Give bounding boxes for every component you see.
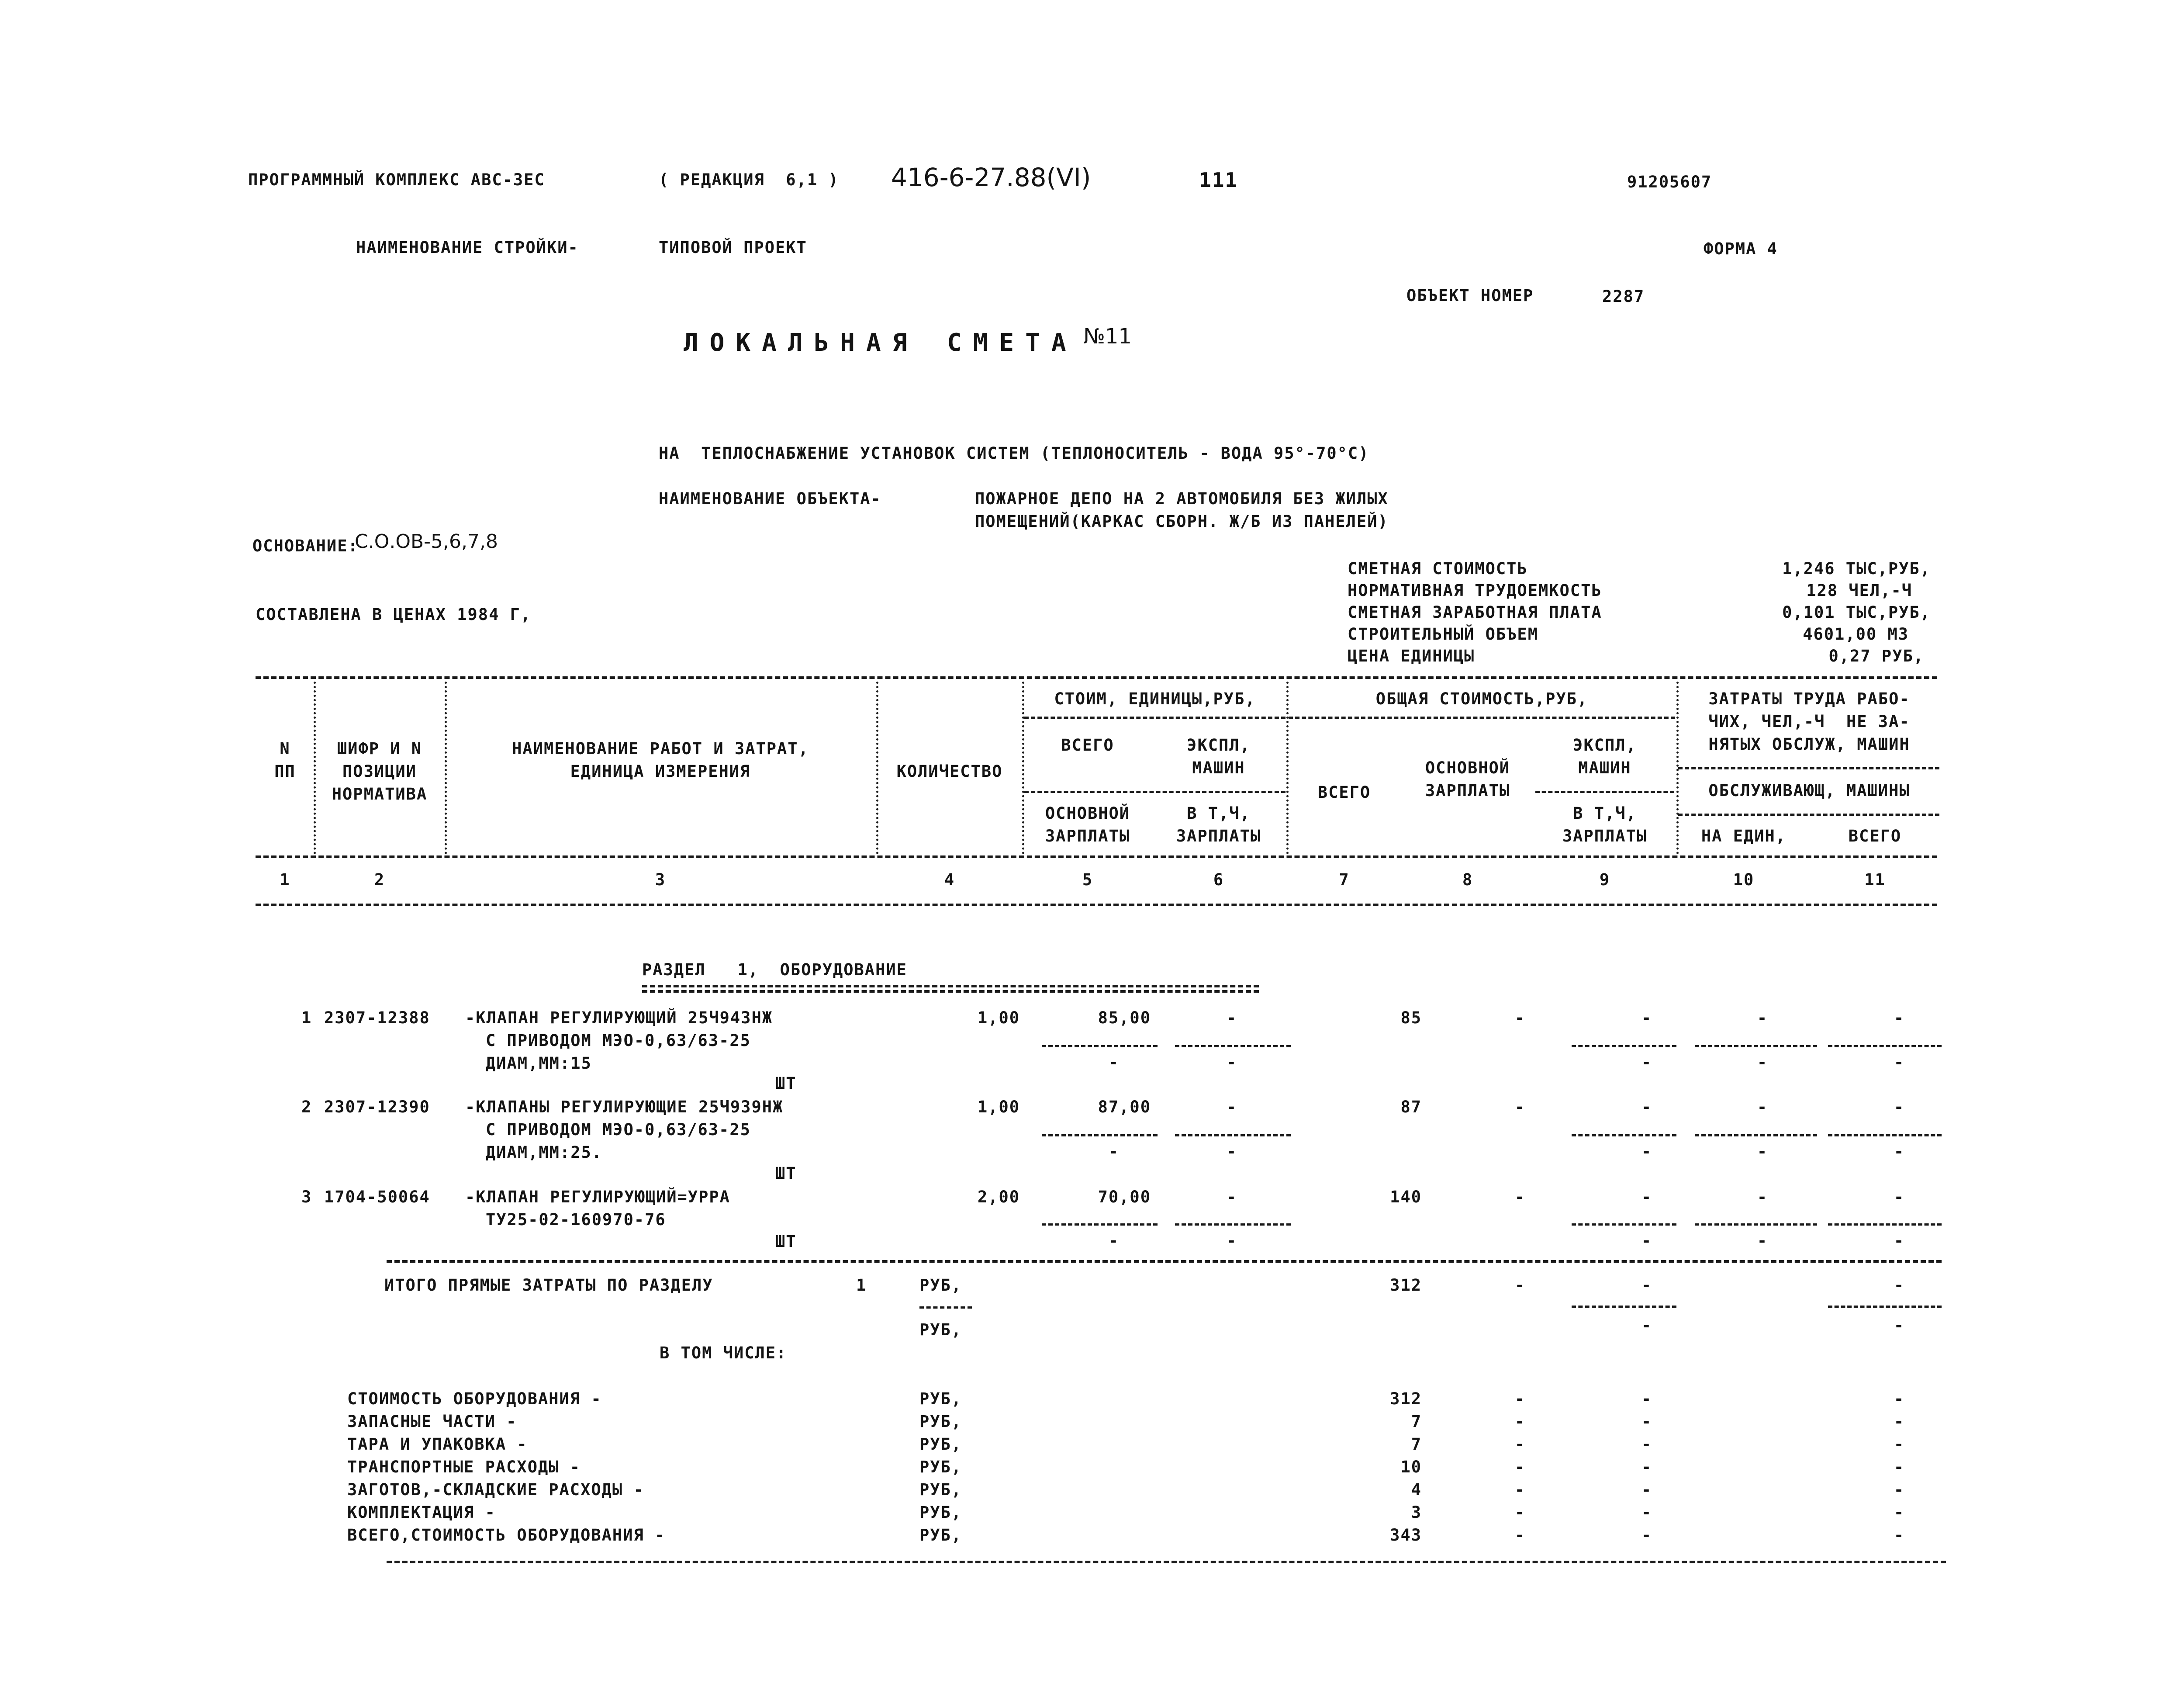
form-label: ФОРМА 4 [1704, 239, 1778, 258]
construction-value: ТИПОВОЙ ПРОЕКТ [659, 238, 807, 257]
object-name-line2: ПОМЕЩЕНИЙ(КАРКАС СБОРН. Ж/Б ИЗ ПАНЕЛЕЙ) [975, 512, 1389, 531]
item-rule [1828, 1134, 1942, 1136]
breakdown-unit: РУБ, [919, 1480, 962, 1499]
project-code: 416-6-27.88(VI) [891, 163, 1091, 192]
item-labor-total: - [1894, 1188, 1905, 1206]
summary-label: СМЕТНАЯ ЗАРАБОТНАЯ ПЛАТА [1348, 603, 1602, 622]
header-bottom-rule [256, 855, 1937, 858]
header-col-number: N ПП [274, 739, 296, 781]
sheet-number: 111 [1199, 168, 1238, 192]
including-label: В ТОМ ЧИСЛЕ: [660, 1344, 787, 1362]
item-machines: - [1641, 1098, 1652, 1116]
breakdown-label: СТОИМОСТЬ ОБОРУДОВАНИЯ - [347, 1389, 602, 1408]
item-code: 2307-12390 [324, 1098, 430, 1116]
breakdown-dash: - [1641, 1526, 1652, 1545]
column-number: 6 [1213, 870, 1224, 889]
header-unit-total: ВСЕГО [1061, 736, 1114, 755]
breakdown-dash: - [1641, 1435, 1652, 1454]
breakdown-dash: - [1514, 1458, 1526, 1476]
item-unit-machines: - [1226, 1008, 1237, 1027]
header-total-incl-salary: В Т,Ч, ЗАРПЛАТЫ [1562, 804, 1648, 845]
column-number: 8 [1462, 870, 1473, 889]
item-dash: - [1108, 1142, 1120, 1161]
direct-costs-unit-rule [919, 1306, 972, 1309]
table-top-rule [256, 676, 1937, 679]
basis-value: С.О.ОВ-5,6,7,8 [355, 530, 498, 553]
item-dash: - [1641, 1053, 1652, 1072]
direct-costs-dash: - [1641, 1316, 1652, 1335]
document-title-smeta: СМЕТА [947, 329, 1078, 357]
item-name-line2: С ПРИВОДОМ МЭО-0,63/63-25 [486, 1031, 751, 1050]
breakdown-dash: - [1894, 1503, 1905, 1522]
item-labor-unit: - [1757, 1008, 1768, 1027]
column-number: 10 [1733, 870, 1755, 889]
item-machines: - [1641, 1188, 1652, 1206]
item-base-salary: - [1514, 1008, 1526, 1027]
breakdown-value: 4 [1411, 1480, 1422, 1499]
header-unit-incl-salary: В Т,Ч, ЗАРПЛАТЫ [1176, 804, 1261, 845]
item-base-salary: - [1514, 1098, 1526, 1116]
item-number: 3 [301, 1188, 312, 1206]
breakdown-label: ЗАПАСНЫЕ ЧАСТИ - [347, 1412, 517, 1431]
summary-value: 4601,00 МЗ [1803, 625, 1909, 644]
item-rule [1695, 1045, 1817, 1047]
breakdown-dash: - [1641, 1503, 1652, 1522]
item-unit-machines: - [1226, 1098, 1237, 1116]
item-labor-total: - [1894, 1008, 1905, 1027]
item-total: 140 [1390, 1188, 1422, 1206]
item-name: -КЛАПАН РЕГУЛИРУЮЩИЙ 25Ч943НЖ [465, 1008, 773, 1027]
item-dash: - [1757, 1142, 1768, 1161]
document-number: 91205607 [1627, 173, 1712, 191]
item-rule [1042, 1134, 1158, 1136]
breakdown-dash: - [1514, 1389, 1526, 1408]
item-dash: - [1108, 1231, 1120, 1250]
breakdown-value: 3 [1411, 1503, 1422, 1522]
breakdown-dash: - [1641, 1412, 1652, 1431]
header-labor: ЗАТРАТЫ ТРУДА РАБО- ЧИХ, ЧЕЛ,-Ч НЕ ЗА- НЯТЫХ ОБСЛУЖ, МАШИН [1708, 689, 1910, 754]
item-dash: - [1226, 1231, 1237, 1250]
item-name: -КЛАПАНЫ РЕГУЛИРУЮЩИЕ 25Ч939НЖ [465, 1098, 784, 1116]
header-total-machines: ЭКСПЛ, МАШИН [1573, 736, 1637, 777]
breakdown-dash: - [1894, 1480, 1905, 1499]
smeta-number: №11 [1083, 324, 1132, 349]
breakdown-unit: РУБ, [919, 1412, 962, 1431]
column-number: 4 [944, 870, 955, 889]
summary-value: 0,27 РУБ, [1828, 647, 1924, 665]
breakdown-unit: РУБ, [919, 1526, 962, 1545]
item-name-line3: ДИАМ,ММ:25. [486, 1143, 603, 1162]
item-rule [1572, 1134, 1676, 1136]
item-rule [1175, 1223, 1291, 1226]
breakdown-dash: - [1641, 1480, 1652, 1499]
summary-label: НОРМАТИВНАЯ ТРУДОЕМКОСТЬ [1348, 581, 1602, 600]
column-number: 5 [1082, 870, 1093, 889]
breakdown-label: ТРАНСПОРТНЫЕ РАСХОДЫ - [347, 1458, 581, 1476]
header-unit-cost: СТОИМ, ЕДИНИЦЫ,РУБ, [1054, 689, 1256, 708]
direct-costs-rule [1572, 1306, 1676, 1308]
item-rule [1828, 1045, 1942, 1047]
column-number: 2 [374, 870, 385, 889]
item-total: 87 [1400, 1098, 1422, 1116]
item-code: 2307-12388 [324, 1008, 430, 1027]
item-quantity: 1,00 [977, 1008, 1020, 1027]
header-labor-per-unit: НА ЕДИН, [1701, 827, 1787, 845]
header-col-name: НАИМЕНОВАНИЕ РАБОТ И ЗАТРАТ, ЕДИНИЦА ИЗМЕРЕНИЯ [512, 739, 809, 781]
header-labor-total: ВСЕГО [1848, 827, 1902, 845]
item-unit: ШТ [775, 1232, 797, 1251]
direct-costs-unit2: РУБ, [919, 1320, 962, 1339]
price-level: СОСТАВЛЕНА В ЦЕНАХ 1984 Г, [256, 605, 532, 624]
breakdown-dash: - [1641, 1458, 1652, 1476]
summary-label: СМЕТНАЯ СТОИМОСТЬ [1348, 559, 1528, 578]
item-dash: - [1226, 1142, 1237, 1161]
item-unit: ШТ [775, 1164, 797, 1183]
breakdown-unit: РУБ, [919, 1503, 962, 1522]
item-rule [1695, 1134, 1817, 1136]
direct-costs-dash: - [1894, 1276, 1905, 1295]
breakdown-dash: - [1514, 1503, 1526, 1522]
summary-value: 1,246 ТЫС,РУБ, [1782, 559, 1931, 578]
breakdown-dash: - [1894, 1435, 1905, 1454]
item-quantity: 2,00 [977, 1188, 1020, 1206]
summary-label: СТРОИТЕЛЬНЫЙ ОБЪЕМ [1348, 625, 1538, 644]
item-base-salary: - [1514, 1188, 1526, 1206]
item-dash: - [1894, 1231, 1905, 1250]
header-col-quantity: КОЛИЧЕСТВО [896, 762, 1003, 781]
column-number: 11 [1864, 870, 1886, 889]
document-title: ЛОКАЛЬНАЯ [684, 329, 919, 357]
item-name-line2: С ПРИВОДОМ МЭО-0,63/63-25 [486, 1120, 751, 1139]
direct-costs-dash: - [1894, 1316, 1905, 1335]
item-rule [1828, 1223, 1942, 1226]
breakdown-dash: - [1514, 1526, 1526, 1545]
program-name: ПРОГРАММНЫЙ КОМПЛЕКС АВС-ЗЕС [248, 170, 545, 189]
item-dash: - [1894, 1142, 1905, 1161]
breakdown-value: 312 [1390, 1389, 1422, 1408]
breakdown-dash: - [1894, 1458, 1905, 1476]
item-total: 85 [1400, 1008, 1422, 1027]
breakdown-dash: - [1514, 1480, 1526, 1499]
breakdown-dash: - [1514, 1412, 1526, 1431]
column-number: 9 [1599, 870, 1610, 889]
direct-costs-unit: РУБ, [919, 1276, 962, 1295]
column-number: 3 [655, 870, 666, 889]
direct-costs-dash: - [1514, 1276, 1526, 1295]
header-total-all: ВСЕГО [1317, 783, 1371, 802]
item-dash: - [1641, 1231, 1652, 1250]
breakdown-label: ТАРА И УПАКОВКА - [347, 1435, 528, 1454]
item-unit: ШТ [775, 1074, 797, 1093]
object-number: 2287 [1602, 287, 1645, 306]
section-title: РАЗДЕЛ 1, ОБОРУДОВАНИЕ [642, 960, 907, 979]
section-title-underline [642, 985, 1259, 993]
breakdown-dash: - [1894, 1412, 1905, 1431]
breakdown-unit: РУБ, [919, 1389, 962, 1408]
summary-value: 128 ЧЕЛ,-Ч [1806, 581, 1912, 600]
item-unit-price: 70,00 [1098, 1188, 1151, 1206]
item-labor-unit: - [1757, 1188, 1768, 1206]
breakdown-dash: - [1514, 1435, 1526, 1454]
item-number: 2 [301, 1098, 312, 1116]
header-total-cost: ОБЩАЯ СТОИМОСТЬ,РУБ, [1375, 689, 1588, 708]
breakdown-value: 7 [1411, 1412, 1422, 1431]
item-rule [1042, 1223, 1158, 1226]
item-labor-total: - [1894, 1098, 1905, 1116]
direct-costs-label: ИТОГО ПРЯМЫЕ ЗАТРАТЫ ПО РАЗДЕЛУ [384, 1276, 713, 1295]
item-rule [1042, 1045, 1158, 1047]
item-name-line2: ТУ25-02-160970-76 [486, 1210, 666, 1229]
breakdown-value: 7 [1411, 1435, 1422, 1454]
table-bottom-rule [387, 1561, 1946, 1563]
breakdown-label: ЗАГОТОВ,-СКЛАДСКИЕ РАСХОДЫ - [347, 1480, 644, 1499]
item-name: -КЛАПАН РЕГУЛИРУЮЩИЙ=УРРА [465, 1188, 730, 1206]
item-name-line3: ДИАМ,ММ:15 [486, 1054, 592, 1073]
item-dash: - [1108, 1053, 1120, 1072]
header-unit-machines: ЭКСПЛ, МАШИН [1187, 736, 1251, 777]
header-rule [1289, 717, 1675, 719]
edition: ( РЕДАКЦИЯ 6,1 ) [659, 170, 839, 189]
basis-label: ОСНОВАНИЕ: [252, 537, 359, 555]
item-quantity: 1,00 [977, 1098, 1020, 1116]
column-number: 7 [1339, 870, 1350, 889]
object-name-line1: ПОЖАРНОЕ ДЕПО НА 2 АВТОМОБИЛЯ БЕЗ ЖИЛЫХ [975, 489, 1389, 508]
header-rule [1678, 814, 1939, 816]
item-rule [1175, 1134, 1291, 1136]
column-number: 1 [280, 870, 290, 889]
breakdown-unit: РУБ, [919, 1435, 962, 1454]
item-dash: - [1894, 1053, 1905, 1072]
header-labor-service: ОБСЛУЖИВАЮЩ, МАШИНЫ [1708, 781, 1910, 800]
item-labor-unit: - [1757, 1098, 1768, 1116]
direct-costs-value: 312 [1390, 1276, 1422, 1295]
summary-label: ЦЕНА ЕДИНИЦЫ [1348, 647, 1475, 665]
smeta-subject: НА ТЕПЛОСНАБЖЕНИЕ УСТАНОВОК СИСТЕМ (ТЕПЛОНОСИТЕЛЬ - ВОДА 95°-70°С) [659, 444, 1369, 463]
breakdown-dash: - [1894, 1526, 1905, 1545]
breakdown-dash: - [1894, 1389, 1905, 1408]
item-code: 1704-50064 [324, 1188, 430, 1206]
item-dash: - [1757, 1231, 1768, 1250]
item-number: 1 [301, 1008, 312, 1027]
direct-costs-section-no: 1 [856, 1276, 867, 1295]
breakdown-label: ВСЕГО,СТОИМОСТЬ ОБОРУДОВАНИЯ - [347, 1526, 666, 1545]
header-rule [1535, 791, 1674, 793]
item-dash: - [1641, 1142, 1652, 1161]
object-label: ОБЪЕКТ НОМЕР [1406, 286, 1534, 305]
breakdown-unit: РУБ, [919, 1458, 962, 1476]
header-total-base-salary: ОСНОВНОЙ ЗАРПЛАТЫ [1425, 758, 1510, 800]
numbers-bottom-rule [256, 904, 1937, 906]
header-rule [1024, 791, 1286, 793]
item-machines: - [1641, 1008, 1652, 1027]
item-rule [1572, 1223, 1676, 1226]
header-rule [1678, 767, 1939, 769]
section-items-rule [387, 1260, 1942, 1263]
header-rule [1024, 717, 1286, 719]
item-rule [1175, 1045, 1291, 1047]
item-rule [1572, 1045, 1676, 1047]
item-dash: - [1757, 1053, 1768, 1072]
object-name-label: НАИМЕНОВАНИЕ ОБЪЕКТА- [659, 489, 881, 508]
item-unit-machines: - [1226, 1188, 1237, 1206]
breakdown-value: 10 [1400, 1458, 1422, 1476]
breakdown-dash: - [1641, 1389, 1652, 1408]
direct-costs-dash: - [1641, 1276, 1652, 1295]
breakdown-value: 343 [1390, 1526, 1422, 1545]
breakdown-label: КОМПЛЕКТАЦИЯ - [347, 1503, 496, 1522]
item-dash: - [1226, 1053, 1237, 1072]
header-unit-base-salary: ОСНОВНОЙ ЗАРПЛАТЫ [1045, 804, 1130, 845]
direct-costs-rule [1828, 1306, 1942, 1308]
item-unit-price: 85,00 [1098, 1008, 1151, 1027]
item-unit-price: 87,00 [1098, 1098, 1151, 1116]
header-col-code: ШИФР И N ПОЗИЦИИ НОРМАТИВА [332, 739, 428, 803]
construction-label: НАИМЕНОВАНИЕ СТРОЙКИ- [356, 238, 579, 257]
item-rule [1695, 1223, 1817, 1226]
summary-value: 0,101 ТЫС,РУБ, [1782, 603, 1931, 622]
